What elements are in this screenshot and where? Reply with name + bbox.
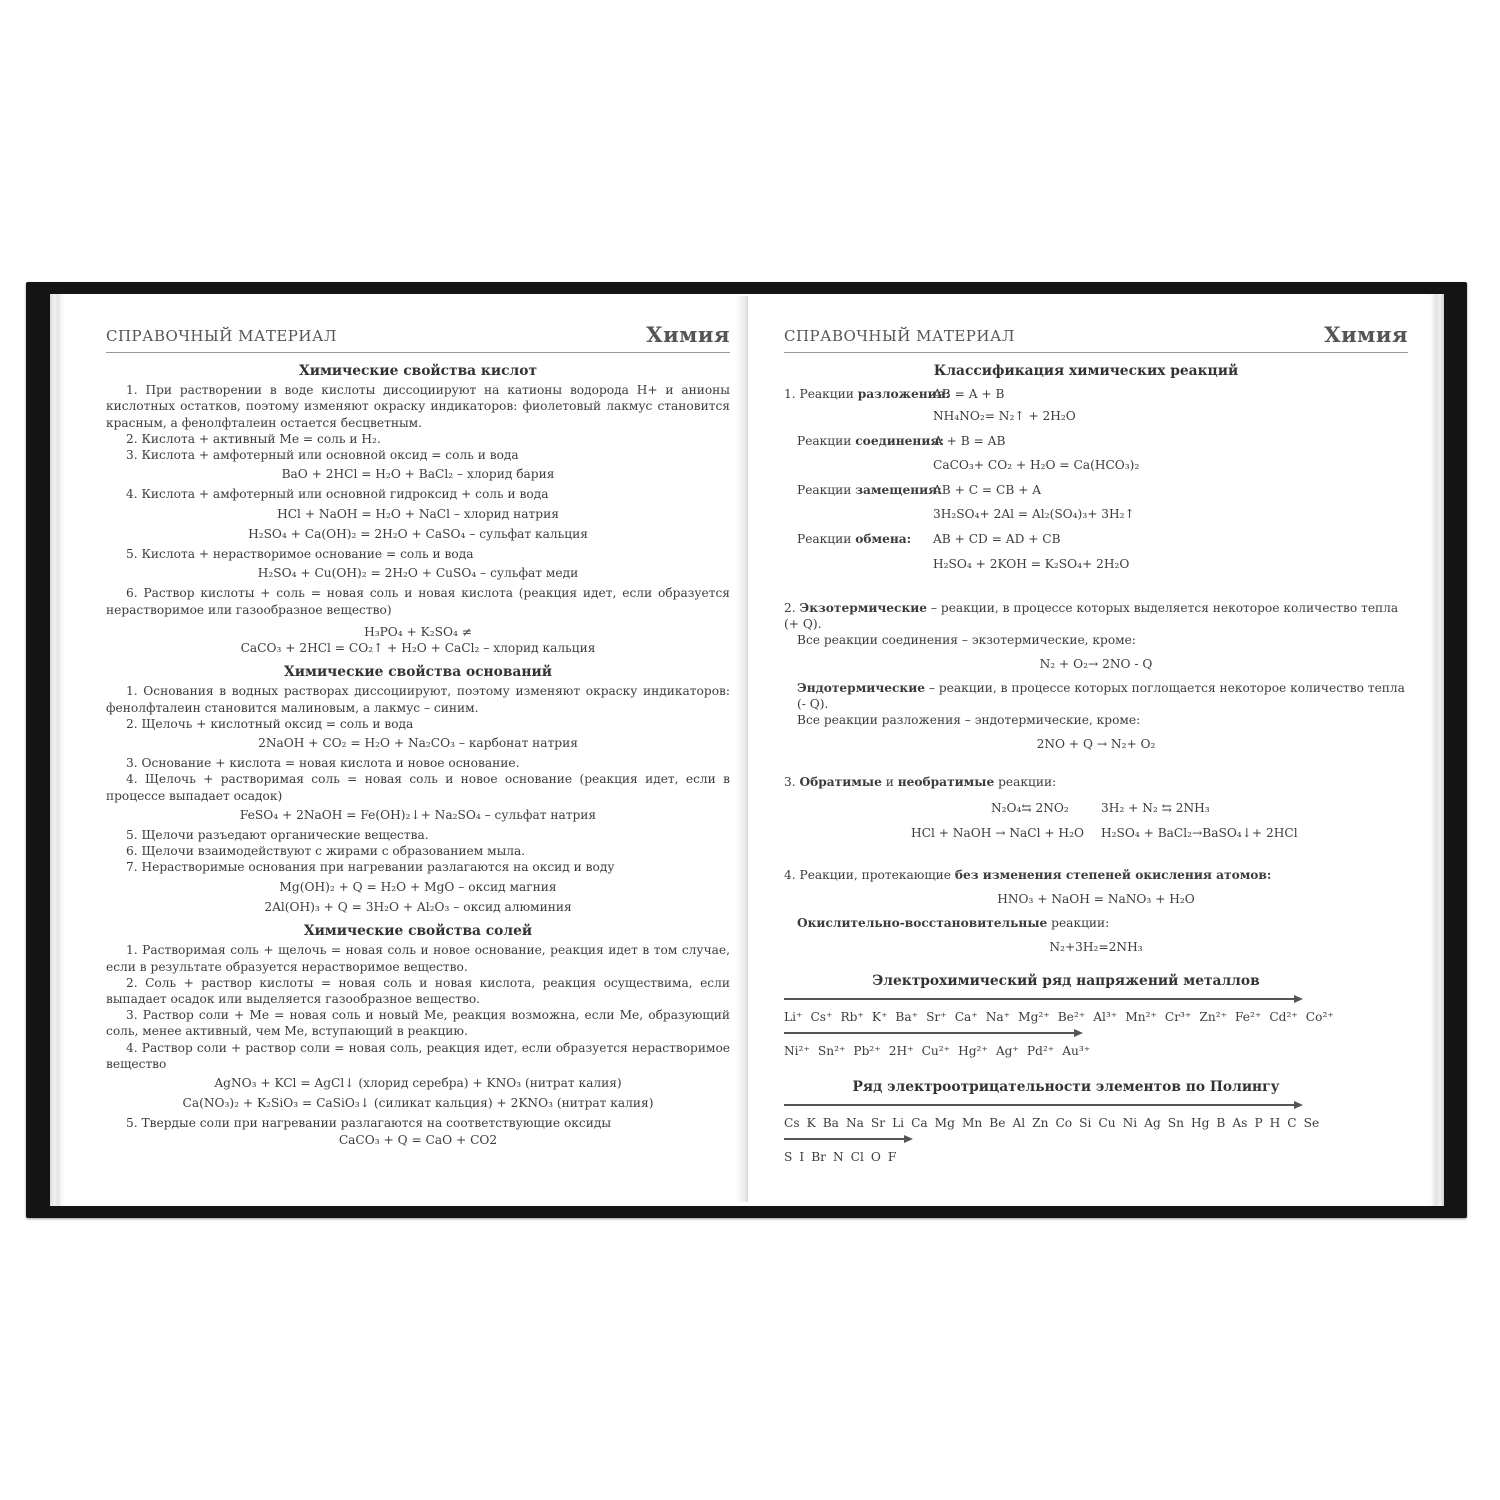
series-element: Ca — [911, 1116, 928, 1131]
series-element: Ni²⁺ — [784, 1044, 810, 1059]
exothermic-line1 — [784, 600, 1408, 632]
pauling-arrow-2 — [784, 1135, 1408, 1143]
bases-eq4: FeSO₄ + 2NaOH = Fe(OH)₂↓+ Na₂SO₄ – сульфат натрия — [239, 807, 597, 822]
series-element: F — [887, 1150, 897, 1165]
series-element: Al — [1012, 1116, 1026, 1131]
irreversible-eq2: H₂SO₄ + BaCl₂→BaSO₄↓+ 2HCl — [1101, 825, 1298, 840]
acids-eq6b: CaCO₃ + 2HCl = CO₂↑ + H₂O + CaCl₂ – хлорид кальция — [240, 641, 596, 656]
acids-p2: 2. Кислота + активный Ме = соль и H₂. — [126, 431, 381, 446]
reversible-num: 3. — [784, 775, 800, 790]
series-element: Mn²⁺ — [1125, 1010, 1157, 1025]
substitution-label: замещения: — [855, 482, 942, 497]
bases-eq7b: 2Al(OH)₃ + Q = 3H₂O + Al₂O₃ – оксид алюминия — [264, 899, 572, 914]
series-element: Na — [845, 1116, 864, 1131]
irreversible-label: необратимые — [897, 775, 995, 790]
series-element: Li⁺ — [784, 1010, 803, 1025]
substitution-example: 3H₂SO₄+ 2Al = Al₂(SO₄)₃+ 3H₂↑ — [933, 507, 1135, 522]
series-element: Se — [1303, 1116, 1320, 1131]
decomposition-example: NH₄NO₂= N₂↑ + 2H₂O — [933, 409, 1076, 423]
series-element: Al³⁺ — [1093, 1010, 1118, 1025]
series-element: S — [784, 1150, 793, 1165]
endothermic-eq: 2NO + Q → N₂+ O₂ — [1036, 737, 1156, 752]
salts-eq4b: Ca(NO₃)₂ + K₂SiO₃ = CaSiO₃↓ (силикат кальция) + 2KNO₃ (нитрат калия) — [182, 1096, 654, 1111]
no-oxidation-heading — [784, 867, 1408, 883]
series-element: I — [799, 1150, 805, 1165]
series-element: Cr³⁺ — [1164, 1010, 1192, 1025]
salts-p3: 3. Раствор соли + Ме = новая соль и новый Ме, реакция возможна, если Ме, образующий соль, менее активный, чем Ме, вступающий в реакцию. — [106, 1008, 730, 1039]
pauling-series-row1 — [784, 1115, 1408, 1131]
bases-p2: 2. Щелочь + кислотный оксид = соль и вода — [126, 716, 414, 731]
series-element: Fe²⁺ — [1235, 1010, 1262, 1025]
series-element: Li — [892, 1116, 905, 1131]
series-element: Br — [811, 1150, 826, 1165]
exothermic-line2: Все реакции соединения – экзотермические, кроме: — [797, 633, 1136, 648]
combination-pre: Реакции — [797, 433, 856, 448]
acids-eq3: BaO + 2HCl = H₂O + BaCl₂ – хлорид бария — [281, 467, 555, 482]
combination-example: CaCO₃+ CO₂ + H₂O = Ca(HCO₃)₂ — [933, 458, 1140, 473]
series-element: Co — [1055, 1116, 1073, 1131]
series-element: Rb⁺ — [840, 1010, 864, 1025]
no-oxidation-pre: 4. Реакции, протекающие — [784, 868, 955, 883]
bases-p3: 3. Основание + кислота = новая кислота и новое основание. — [126, 756, 520, 771]
exothermic-eq: N₂ + O₂→ 2NO - Q — [1039, 657, 1153, 672]
acids-eq5: H₂SO₄ + Cu(OH)₂ = 2H₂O + CuSO₄ – сульфат меди — [257, 566, 579, 581]
series-element: O — [870, 1150, 881, 1165]
no-oxidation-eq: HNO₃ + NaOH = NaNO₃ + H₂O — [997, 892, 1195, 907]
acids-eq4a: HCl + NaOH = H₂O + NaCl – хлорид натрия — [277, 506, 559, 521]
reversible-and: и — [881, 775, 898, 790]
header-section-label: СПРАВОЧНЫЙ МАТЕРИАЛ — [106, 327, 337, 345]
series-element: Cs⁺ — [810, 1010, 833, 1025]
acids-eq6a: H₃PO₄ + K₂SO₄ ≠ — [364, 624, 472, 639]
right-page-header — [784, 296, 1408, 353]
series-element: Be — [989, 1116, 1006, 1131]
metals-arrow-2 — [784, 1029, 1408, 1037]
combination-scheme: A + B = AB — [934, 433, 1006, 448]
metals-arrow-1 — [784, 995, 1408, 1003]
bases-p6: 6. Щелочи взаимодействуют с жирами с образованием мыла. — [126, 844, 526, 859]
series-element: Hg — [1190, 1116, 1210, 1131]
series-element: C — [1287, 1116, 1297, 1131]
pauling-series-title: Ряд электроотрицательности элементов по Полингу — [852, 1079, 1280, 1096]
series-element: Cu — [1098, 1116, 1116, 1131]
bases-p7: 7. Нерастворимые основания при нагревании разлагаются на оксид и воду — [126, 860, 615, 875]
exothermic-num: 2. — [784, 601, 800, 616]
bases-p1: 1. Основания в водных растворах диссоциируют, поэтому изменяют окраску индикаторов: фенолфталеин становится малиновым, а лакмус – синим. — [106, 684, 730, 715]
series-element: Cu²⁺ — [921, 1044, 951, 1059]
irreversible-eq1: HCl + NaOH → NaCl + H₂O — [911, 825, 1084, 840]
metals-series-title: Электрохимический ряд напряжений металлов — [872, 973, 1260, 990]
series-element: Mg — [934, 1116, 955, 1131]
decomposition-pre: 1. Реакции — [784, 387, 858, 401]
endothermic-line1 — [784, 680, 1408, 712]
series-element: As — [1232, 1116, 1248, 1131]
series-element: K — [806, 1116, 816, 1131]
endothermic-line2: Все реакции разложения – эндотермические, кроме: — [797, 713, 1141, 728]
salts-title: Химические свойства солей — [303, 923, 533, 940]
series-element: H — [1269, 1116, 1281, 1131]
series-element: Ca⁺ — [954, 1010, 978, 1025]
series-element: Sr⁺ — [926, 1010, 947, 1025]
endothermic-label: Эндотермические — [797, 681, 926, 696]
series-element: Au³⁺ — [1062, 1044, 1091, 1059]
bases-p4: 4. Щелочь + растворимая соль = новая соль и новое основание (реакция идет, если в процессе выпадает осадок) — [106, 772, 730, 803]
acids-p1: 1. При растворении в воде кислоты диссоциируют на катионы водорода H+ и анионы кислотных остатков, поэтому изменяют окраску индикаторов: фиолетовый лакмус становится красным, а фенолфталеин остается бесцветным. — [106, 383, 730, 430]
bases-p5: 5. Щелочи разъедают органические вещества. — [126, 828, 429, 843]
series-element: Cl — [850, 1150, 864, 1165]
series-element: Co²⁺ — [1305, 1010, 1334, 1025]
series-element: N — [832, 1150, 844, 1165]
series-element: Cd²⁺ — [1269, 1010, 1298, 1025]
series-element: Ba — [822, 1116, 839, 1131]
combination-example-row — [784, 453, 1408, 478]
header-section-label: СПРАВОЧНЫЙ МАТЕРИАЛ — [784, 327, 1015, 345]
series-element: Sn²⁺ — [817, 1044, 846, 1059]
series-element: Si — [1079, 1116, 1092, 1131]
bases-title: Химические свойства оснований — [284, 664, 552, 681]
bases-eq2: 2NaOH + CO₂ = H₂O + Na₂CO₃ – карбонат натрия — [258, 736, 578, 751]
pauling-series-row2 — [784, 1149, 1408, 1165]
reversible-row2 — [784, 821, 1408, 846]
series-element: Sn — [1167, 1116, 1184, 1131]
reversible-row1 — [784, 796, 1408, 821]
salts-eq4a: AgNO₃ + KCl = AgCl↓ (хлорид серебра) + KNO₃ (нитрат калия) — [214, 1075, 622, 1090]
series-element: Ag — [1144, 1116, 1161, 1131]
bases-eq7a: Mg(OH)₂ + Q = H₂O + MgO – оксид магния — [279, 879, 557, 894]
salts-p4: 4. Раствор соли + раствор соли = новая соль, реакция идет, если образуется нерастворимое вещество — [106, 1040, 730, 1071]
series-element: Mn — [961, 1116, 983, 1131]
series-element: Zn — [1032, 1116, 1049, 1131]
reversible-text: реакции: — [994, 775, 1057, 790]
redox-label: Окислительно-восстановительные — [797, 916, 1048, 931]
series-element: Hg²⁺ — [958, 1044, 988, 1059]
left-page-content — [106, 363, 730, 1148]
no-oxidation-label: без изменения степеней окисления атомов: — [954, 868, 1272, 883]
series-element: K⁺ — [871, 1010, 888, 1025]
substitution-scheme: AB + C = CB + A — [933, 482, 1042, 497]
endothermic-text: – реакции, в процессе которых поглощается некоторое количество тепла (- Q). — [797, 681, 1405, 712]
salts-p2: 2. Соль + раствор кислоты = новая соль и новая кислота, реакция осуществима, если выпадает осадок или выделяется газообразное вещество. — [106, 975, 730, 1006]
reversible-eq1: N₂O₄⇆ 2NO₂ — [991, 801, 1069, 816]
salts-eq5: CaCO₃ + Q = CaO + CO2 — [338, 1132, 498, 1147]
header-subject: Химия — [1324, 322, 1408, 347]
acids-p4: 4. Кислота + амфотерный или основной гидроксид + соль и вода — [126, 487, 549, 502]
acids-title: Химические свойства кислот — [299, 363, 537, 379]
substitution-example-row — [784, 502, 1408, 527]
exchange-scheme: AB + CD = AD + CB — [933, 531, 1061, 546]
salts-p5: 5. Твердые соли при нагревании разлагаются на соответствующие оксиды — [126, 1116, 612, 1131]
series-element: 2H⁺ — [888, 1044, 914, 1059]
combination-row — [784, 429, 1408, 454]
exchange-label: обмена: — [855, 531, 912, 546]
right-page-content — [784, 363, 1408, 1165]
series-element: Pd²⁺ — [1026, 1044, 1055, 1059]
reactions-title: Классификация химических реакций — [933, 363, 1239, 379]
decomposition-scheme: AB = A + B — [933, 387, 1005, 401]
acids-p3: 3. Кислота + амфотерный или основной оксид = соль и вода — [126, 448, 519, 463]
decomposition-label: разложения: — [857, 387, 951, 401]
substitution-row — [784, 478, 1408, 503]
right-page — [748, 296, 1430, 1202]
series-element: Ag⁺ — [995, 1044, 1019, 1059]
reversible-heading — [784, 774, 1408, 790]
exothermic-label: Экзотермические — [799, 601, 928, 616]
exchange-example: H₂SO₄ + 2KOH = K₂SO₄+ 2H₂O — [933, 556, 1130, 571]
acids-p5: 5. Кислота + нерастворимое основание = соль и вода — [126, 547, 474, 562]
redox-eq: N₂+3H₂=2NH₃ — [1049, 940, 1143, 955]
series-element: Sr — [870, 1116, 886, 1131]
header-subject: Химия — [646, 322, 730, 347]
series-element: P — [1254, 1116, 1263, 1131]
metals-series-row1 — [784, 1009, 1408, 1025]
pauling-arrow-1 — [784, 1101, 1408, 1109]
reversible-label: Обратимые — [799, 775, 882, 790]
exchange-row — [784, 527, 1408, 552]
combination-label: соединения: — [855, 433, 944, 448]
redox-text: реакции: — [1047, 916, 1110, 931]
series-element: Mg²⁺ — [1018, 1010, 1050, 1025]
left-page — [64, 296, 746, 1202]
reversible-eq2: 3H₂ + N₂ ⇆ 2NH₃ — [1101, 801, 1210, 816]
series-element: B — [1216, 1116, 1226, 1131]
series-element: Ba⁺ — [895, 1010, 919, 1025]
exchange-example-row — [784, 552, 1408, 577]
redox-heading — [784, 915, 1408, 931]
left-page-header — [106, 296, 730, 353]
series-element: Cs — [784, 1116, 800, 1131]
series-element: Ni — [1122, 1116, 1138, 1131]
salts-p1: 1. Растворимая соль + щелочь = новая соль и новое основание, реакция идет в том случае, если в результате образуется нерастворимое вещество. — [106, 943, 730, 974]
exchange-pre: Реакции — [797, 531, 856, 546]
decomposition-row — [784, 382, 1408, 404]
decomposition-example-row — [784, 404, 1408, 429]
acids-p6: 6. Раствор кислоты + соль = новая соль и новая кислота (реакция идет, если образуется нерастворимое или газообразное вещество) — [106, 586, 730, 617]
series-element: Pb²⁺ — [853, 1044, 881, 1059]
series-element: Be²⁺ — [1057, 1010, 1086, 1025]
metals-series-row2 — [784, 1043, 1408, 1059]
substitution-pre: Реакции — [797, 482, 856, 497]
series-element: Na⁺ — [985, 1010, 1011, 1025]
acids-eq4b: H₂SO₄ + Ca(OH)₂ = 2H₂O + CaSO₄ – сульфат кальция — [248, 526, 588, 541]
exothermic-text: – реакции, в процессе которых выделяется некоторое количество тепла (+ Q). — [784, 601, 1399, 632]
series-element: Zn²⁺ — [1199, 1010, 1228, 1025]
